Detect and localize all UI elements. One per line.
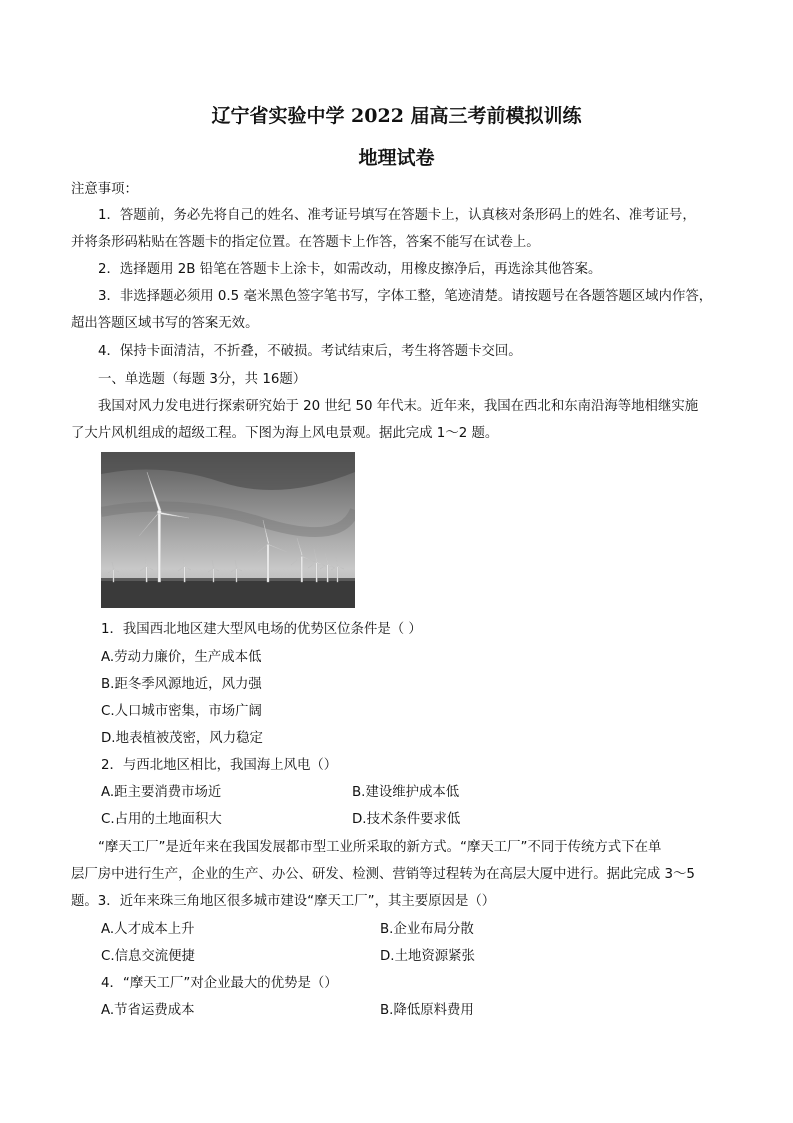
- question-3-option-a: A.人才成本上升: [101, 922, 195, 937]
- question-2-option-b: B.建设维护成本低: [352, 785, 460, 800]
- notes-heading: 注意事项：: [71, 182, 138, 197]
- question-1-option-c: C.人口城市密集，市场广阔: [101, 704, 262, 719]
- question-4-option-a: A.节省运费成本: [101, 1003, 195, 1018]
- passage-2-line-1: “摩天工厂”是近年来在我国发展都市型工业所采取的新方式。“摩天工厂”不同于传统方式下在单: [98, 840, 662, 855]
- note-4: 4．保持卡面清洁，不折叠，不破损。考试结束后，考生将答题卡交回。: [98, 344, 522, 359]
- question-3-option-c: C.信息交流便捷: [101, 949, 195, 964]
- question-3-option-b: B.企业布局分散: [380, 922, 474, 937]
- passage-2-line-2: 层厂房中进行生产，企业的生产、办公、研发、检测、营销等过程转为在高层大厦中进行。据此完成 3～5: [71, 867, 695, 882]
- question-2-option-a: A.距主要消费市场近: [101, 785, 222, 800]
- note-3-line-1: 3．非选择题必须用 0.5 毫米黑色签字笔书写，字体工整，笔迹清楚。请按题号在各题答题区域内作答，: [98, 289, 713, 304]
- question-1-stem: 1．我国西北地区建大型风电场的优势区位条件是（ ）: [101, 622, 422, 637]
- passage-1-line-2: 了大片风机组成的超级工程。下图为海上风电景观。据此完成 1～2 题。: [71, 426, 499, 441]
- question-2-option-d: D.技术条件要求低: [352, 812, 461, 827]
- question-2-stem: 2．与西北地区相比，我国海上风电（）: [101, 758, 338, 773]
- question-1-option-d: D.地表植被茂密，风力稳定: [101, 731, 263, 746]
- exam-title: 辽宁省实验中学 2022 届高三考前模拟训练: [211, 105, 582, 127]
- question-4-option-b: B.降低原料费用: [380, 1003, 474, 1018]
- question-1-option-a: A.劳动力廉价，生产成本低: [101, 650, 262, 665]
- offshore-wind-farm-photo: [101, 452, 355, 608]
- note-3-line-2: 超出答题区域书写的答案无效。: [71, 316, 259, 331]
- note-2: 2．选择题用 2B 铅笔在答题卡上涂卡，如需改动，用橡皮擦净后，再选涂其他答案。: [98, 262, 602, 277]
- note-1-line-1: 1．答题前，务必先将自己的姓名、准考证号填写在答题卡上，认真核对条形码上的姓名、准考证号，: [98, 208, 696, 223]
- question-4-stem: 4．“摩天工厂”对企业最大的优势是（）: [101, 976, 338, 991]
- question-1-option-b: B.距冬季风源地近，风力强: [101, 677, 262, 692]
- passage-1-line-1: 我国对风力发电进行探索研究始于 20 世纪 50 年代末。近年来，我国在西北和东南沿海等地相继实施: [98, 399, 699, 414]
- passage-2-line-3: 题。3．近年来珠三角地区很多城市建设“摩天工厂”，其主要原因是（）: [71, 894, 496, 909]
- note-1-line-2: 并将条形码粘贴在答题卡的指定位置。在答题卡上作答，答案不能写在试卷上。: [71, 235, 540, 250]
- question-2-option-c: C.占用的土地面积大: [101, 812, 222, 827]
- question-3-option-d: D.土地资源紧张: [380, 949, 475, 964]
- section-heading: 一、单选题（每题 3分，共 16题）: [98, 372, 307, 387]
- exam-subtitle: 地理试卷: [358, 147, 435, 169]
